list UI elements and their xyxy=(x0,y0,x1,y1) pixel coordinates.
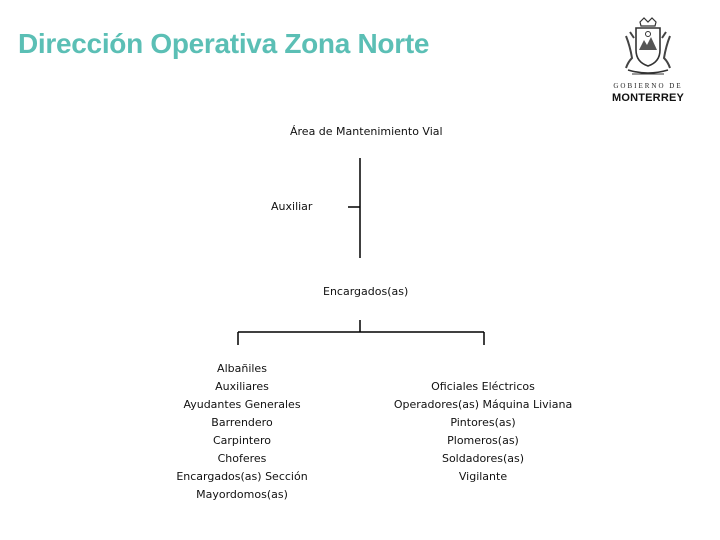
list-item: Encargados(as) Sección xyxy=(176,470,308,483)
list-item: Vigilante xyxy=(458,470,508,483)
list-item: Barrendero xyxy=(211,416,273,429)
list-item: Auxiliares xyxy=(215,380,269,393)
logo-name: MONTERREY xyxy=(611,92,685,104)
list-item: Oficiales Eléctricos xyxy=(431,380,535,393)
list-item: Pintores(as) xyxy=(450,416,516,429)
list-item: Soldadores(as) xyxy=(441,452,525,465)
org-node-manager: Encargados(as) xyxy=(323,285,409,298)
logo-subtitle: GOBIERNO DE xyxy=(613,82,683,90)
list-item: Ayudantes Generales xyxy=(183,398,301,411)
list-item: Operadores(as) Máquina Liviana xyxy=(393,398,573,411)
left-team-list xyxy=(172,360,312,504)
org-node-assistant: Auxiliar xyxy=(271,200,313,213)
page-title: Dirección Operativa Zona Norte xyxy=(18,28,430,59)
list-item: Choferes xyxy=(217,452,267,465)
list-item: Mayordomos(as) xyxy=(196,488,288,501)
list-item: Plomeros(as) xyxy=(447,434,519,447)
list-item: Albañiles xyxy=(217,362,267,375)
org-node-root: Área de Mantenimiento Vial xyxy=(290,125,443,138)
list-item: Carpintero xyxy=(212,434,272,447)
right-team-list xyxy=(393,378,573,486)
